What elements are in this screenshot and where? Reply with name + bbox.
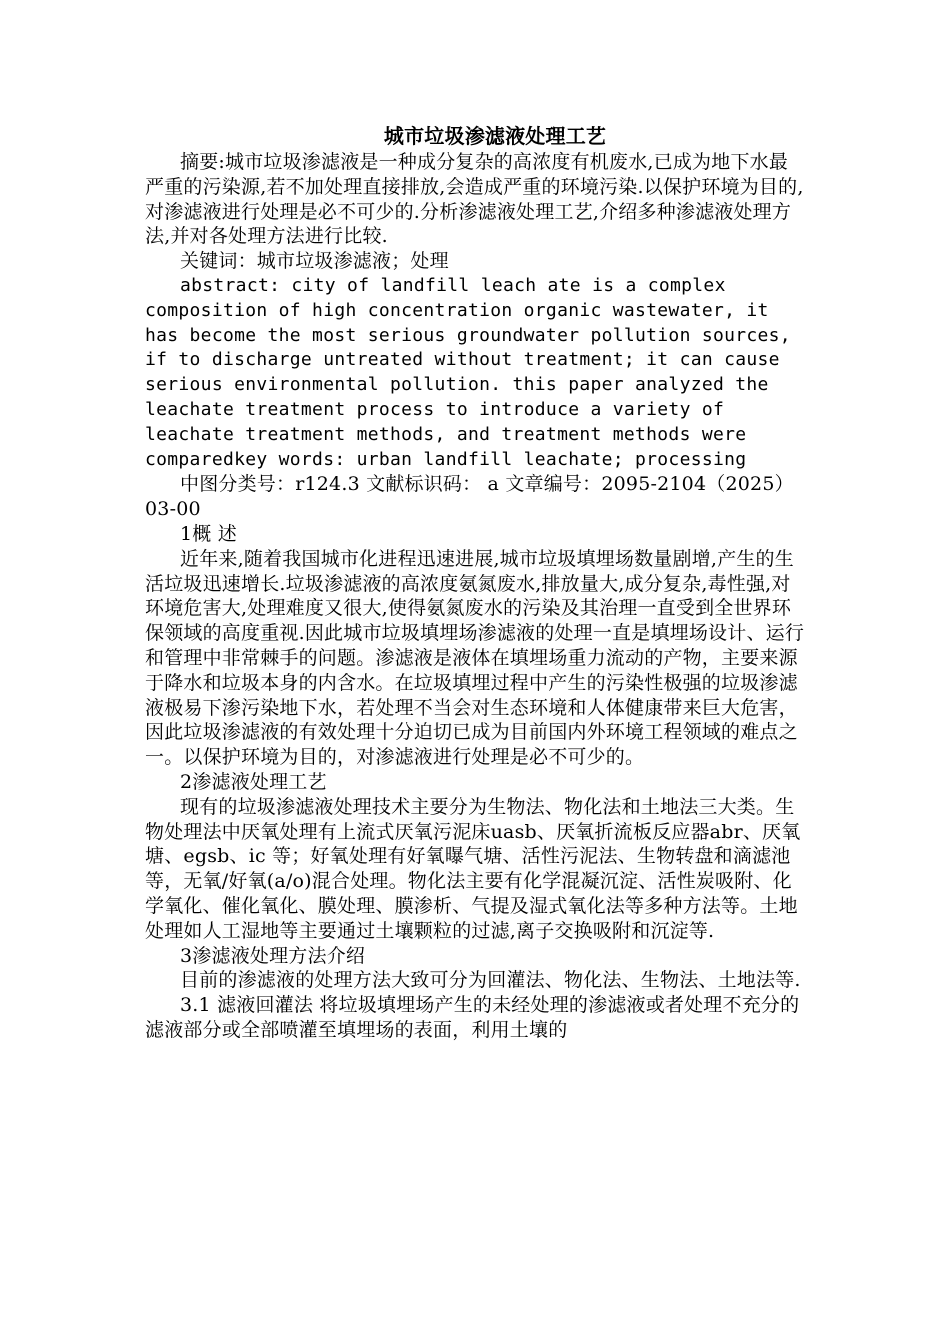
- section-3-heading: 3渗滤液处理方法介绍: [180, 944, 366, 967]
- classification-line: 中图分类号：r124.3 文献标识码： a 文章编号：2095-2104（2025）03-00: [145, 473, 794, 521]
- section-2-body: 现有的垃圾渗滤液处理技术主要分为生物法、物化法和土地法三大类。生物处理法中厌氧处理有上流式厌氧污泥床uasb、厌氧折流板反应器abr、厌氧塘、egsb、ic 等；好氧处理有好氧曝气塘、活性污泥法、生物转盘和滴滤池等，无氧/好氧(a/o)混合处理。物化法主要有化学混凝沉淀、活性炭吸附、化学氧化、催化氧化、膜处理、膜渗析、气提及湿式氧化法等多种方法等。土地处理如人工湿地等主要通过土壤颗粒的过滤,离子交换吸附和沉淀等.: [145, 795, 801, 942]
- keywords-cn: 关键词：城市垃圾渗滤液；处理: [180, 250, 449, 273]
- section-2-heading: 2渗滤液处理工艺: [180, 770, 327, 793]
- document-title: 城市垃圾渗滤液处理工艺: [383, 124, 607, 148]
- section-1-body: 近年来,随着我国城市化进程迅速进展,城市垃圾填埋场数量剧增,产生的生活垃圾迅速增长.垃圾渗滤液的高浓度氨氮废水,排放量大,成分复杂,毒性强,对环境危害大,处理难度又很大,使得氨氮废水的污染及其治理一直受到全世界环保领域的高度重视.因此城市垃圾填埋场渗滤液的处理一直是填埋场设计、运行和管理中非常棘手的问题。渗滤液是液体在填埋场重力流动的产物，主要来源于降水和垃圾本身的内含水。在垃圾填埋过程中产生的污染性极强的垃圾渗滤液极易下渗污染地下水，若处理不当会对生态环境和人体健康带来巨大危害，因此垃圾渗滤液的有效处理十分迫切已成为目前国内外环境工程领域的难点之一。以保护环境为目的，对渗滤液进行处理是必不可少的。: [145, 547, 805, 769]
- section-3-body: 目前的渗滤液的处理方法大致可分为回灌法、物化法、生物法、土地法等.: [180, 969, 801, 992]
- document-body: [145, 124, 805, 1043]
- section-1-heading: 1概 述: [180, 522, 237, 545]
- section-3-1-paragraph: 3.1 滤液回灌法 将垃圾填埋场产生的未经处理的渗滤液或者处理不充分的滤液部分或全部喷灌至填埋场的表面，利用土壤的: [145, 994, 800, 1041]
- abstract-en: abstract: city of landfill leach ate is a complex composition of high concentration organic wastewater, it has become the most serious groundwater pollution sources, if to discharge untreated without treatment; it can cause serious environmental pollution. this paper analyzed the leachate treatment process to introduce a variety of leachate treatment methods, and treatment methods were comparedkey words: urban landfill leachate; processing: [145, 274, 791, 470]
- abstract-cn: 摘要:城市垃圾渗滤液是一种成分复杂的高浓度有机废水,已成为地下水最严重的污染源,若不加处理直接排放,会造成严重的环境污染.以保护环境为目的,对渗滤液进行处理是必不可少的.分析渗滤液处理工艺,介绍多种渗滤液处理方法,并对各处理方法进行比较.: [145, 151, 804, 248]
